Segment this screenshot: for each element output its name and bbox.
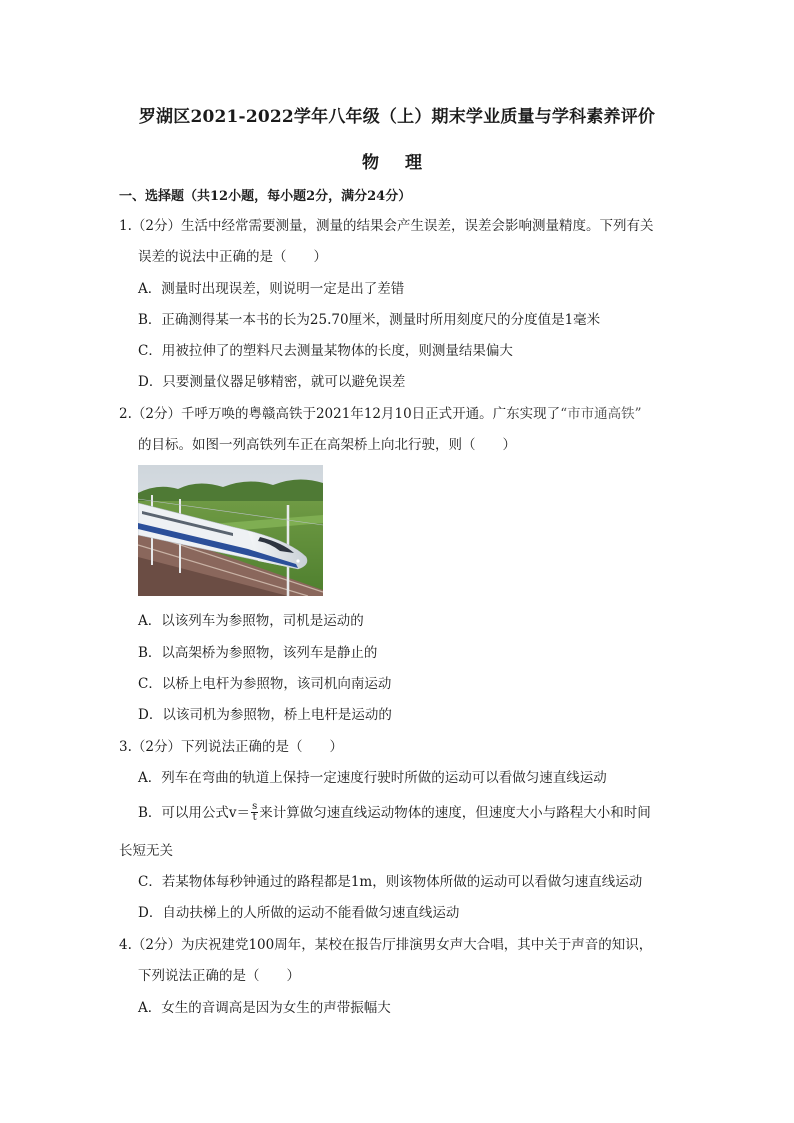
question-2-stem xyxy=(119,405,642,423)
question-3-option-b-wrap: 长短无关 xyxy=(119,843,173,859)
question-1-option-c: C．用被拉伸了的塑料尺去测量某物体的长度，则测量结果偏大 xyxy=(138,343,513,359)
question-3-option-b-post: 来计算做匀速直线运动物体的速度，但速度大小与路程大小和时间 xyxy=(259,805,651,821)
paper-subject: 物 理 xyxy=(362,153,432,173)
question-3-stem: 3.（2分）下列说法正确的是（ ） xyxy=(119,739,343,755)
question-3-option-a: A．列车在弯曲的轨道上保持一定速度行驶时所做的运动可以看做匀速直线运动 xyxy=(138,770,607,786)
question-1-stem: 1.（2分）生活中经常需要测量，测量的结果会产生误差，误差会影响测量精度。下列有关 xyxy=(119,218,654,234)
formula-denominator: t xyxy=(252,812,257,823)
question-2-option-a: A．以该列车为参照物，司机是运动的 xyxy=(138,613,364,629)
question-2-option-b: B．以高架桥为参照物，该列车是静止的 xyxy=(138,645,378,661)
question-2-stem-text: 2.（2分）千呼万唤的粤赣高铁于2021年12月10日正式开通。广东实现了 xyxy=(119,406,561,422)
question-1-option-b: B．正确测得某一本书的长为25.70厘米，测量时所用刻度尺的分度值是1毫米 xyxy=(138,312,601,328)
question-1-option-a: A．测量时出现误差，则说明一定是出了差错 xyxy=(138,281,405,297)
question-2-stem-cont: 的目标。如图一列高铁列车正在高架桥上向北行驶，则（ ） xyxy=(138,437,516,453)
question-1-option-d: D．只要测量仪器足够精密，就可以避免误差 xyxy=(138,374,406,390)
paper-title: 罗湖区2021-2022学年八年级（上）期末学业质量与学科素养评价 xyxy=(138,107,656,127)
question-3-option-b xyxy=(138,803,651,824)
velocity-formula xyxy=(251,802,258,823)
question-4-stem-cont: 下列说法正确的是（ ） xyxy=(138,968,300,984)
question-3-option-d: D．自动扶梯上的人所做的运动不能看做匀速直线运动 xyxy=(138,905,460,921)
train-headlight xyxy=(296,559,299,562)
question-4-option-a: A．女生的音调高是因为女生的声带振幅大 xyxy=(138,1000,391,1016)
high-speed-train-photo xyxy=(138,465,323,596)
question-4-stem: 4.（2分）为庆祝建党100周年，某校在报告厅排演男女声大合唱，其中关于声音的知识， xyxy=(119,937,653,953)
formula-numerator: s xyxy=(252,801,258,812)
question-2-option-d: D．以该司机为参照物，桥上电杆是运动的 xyxy=(138,707,392,723)
question-3-option-b-pre: B．可以用公式v＝ xyxy=(138,805,251,821)
question-2-option-c: C．以桥上电杆为参照物，该司机向南运动 xyxy=(138,676,392,692)
question-2-stem-quote: “市市通高铁” xyxy=(560,406,642,422)
section-heading: 一、选择题（共12小题，每小题2分，满分24分） xyxy=(119,189,412,204)
question-1-stem-cont: 误差的说法中正确的是（ ） xyxy=(138,249,327,265)
question-3-option-c: C．若某物体每秒钟通过的路程都是1m，则该物体所做的运动可以看做匀速直线运动 xyxy=(138,874,643,890)
